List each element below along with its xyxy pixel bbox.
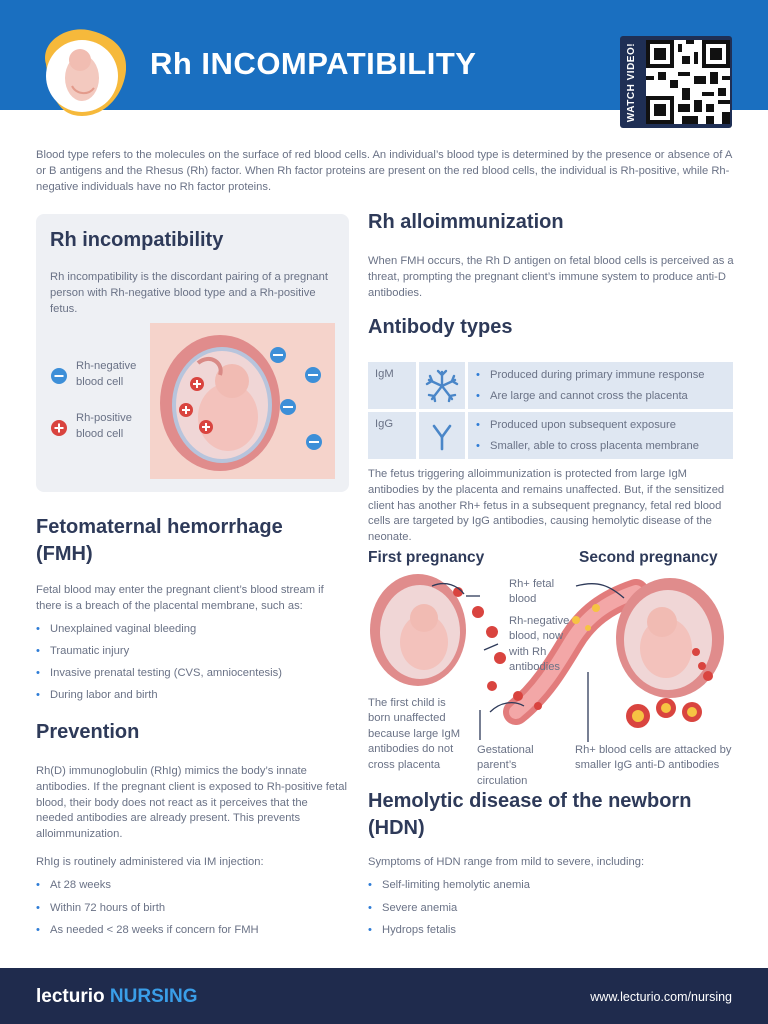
antibody-point: • Are large and cannot cross the placenta bbox=[476, 386, 725, 407]
antibody-types-heading: Antibody types bbox=[368, 316, 513, 338]
page-title: Rh INCOMPATIBILITY bbox=[150, 46, 477, 81]
footer-url-link[interactable]: www.lecturio.com/nursing bbox=[590, 990, 732, 1004]
intro-paragraph: Blood type refers to the molecules on the surface of red blood cells. An individual’s blood type is determined by the presence or absence of A or B antigens and the Rhesus (Rh) factor. When Rh factor proteins are present on the red blood cells, the individual is Rh-positive, while Rh-negative individuals have no Rh factor proteins. bbox=[36, 149, 732, 193]
rh-incompatibility-text: Rh incompatibility is the discordant pairing of a pregnant person with Rh-negative blood type and a Rh-positive fetus. bbox=[50, 271, 328, 315]
antibody-table bbox=[368, 362, 733, 462]
rh-incompatibility-heading: Rh incompatibility bbox=[50, 229, 224, 251]
legend-rh-positive: Rh-positive blood cell bbox=[76, 412, 132, 440]
label-rh-fetal-blood: Rh+ fetal blood bbox=[509, 578, 555, 606]
prevention-subtext: RhIg is routinely administered via IM injection: bbox=[36, 856, 264, 868]
label-rh-negative-blood: Rh-negative blood, now with Rh antibodies bbox=[509, 615, 570, 674]
fmh-item: • During labor and birth bbox=[36, 688, 336, 703]
fmh-text: Fetal blood may enter the pregnant client’s blood stream if there is a breach of the placental membrane, such as: bbox=[36, 584, 324, 612]
antibody-description bbox=[468, 362, 733, 409]
alloimmunization-text: When FMH occurs, the Rh D antigen on fetal blood cells is perceived as a threat, prompting the pregnant client’s immune system to produce anti-D antibodies. bbox=[368, 255, 734, 299]
antibody-point: • Produced during primary immune response bbox=[476, 365, 725, 386]
prevention-item: • As needed < 28 weeks if concern for FMH bbox=[36, 923, 336, 938]
fmh-heading: Fetomaternal hemorrhage (FMH) bbox=[36, 516, 283, 565]
qr-code-icon[interactable] bbox=[646, 40, 730, 124]
second-pregnancy-heading: Second pregnancy bbox=[579, 549, 718, 566]
hdn-item: • Hydrops fetalis bbox=[368, 923, 728, 938]
label-gestational-circulation: Gestational parent’s circulation bbox=[477, 744, 534, 787]
antibody-description bbox=[468, 412, 733, 459]
prevention-text: Rh(D) immunoglobulin (RhIg) mimics the body’s innate antibodies. If the pregnant client is exposed to Rh-positive fetal blood, their body does not react as it perceives that the needed antibodies are already present. This prevents alloimmunization. bbox=[36, 765, 347, 841]
label-cells-attacked: Rh+ blood cells are attacked by smaller IgG anti-D antibodies bbox=[575, 744, 732, 772]
uterus-fetus-illustration bbox=[150, 323, 335, 479]
rh-negative-cell-icon bbox=[50, 367, 68, 385]
prevention-heading: Prevention bbox=[36, 721, 140, 743]
table-row bbox=[368, 412, 733, 459]
hdn-item: • Severe anemia bbox=[368, 901, 728, 916]
fmh-item: • Traumatic injury bbox=[36, 644, 336, 659]
alloimmunization-heading: Rh alloimmunization bbox=[368, 211, 564, 233]
igm-pentamer-icon bbox=[419, 362, 465, 409]
prevention-item: • At 28 weeks bbox=[36, 878, 336, 893]
antibody-point: • Smaller, able to cross placenta membrane bbox=[476, 436, 725, 457]
antibody-point: • Produced upon subsequent exposure bbox=[476, 415, 725, 436]
antibody-type: IgG bbox=[368, 412, 416, 459]
igg-monomer-icon bbox=[419, 412, 465, 459]
antibody-type: IgM bbox=[368, 362, 416, 409]
label-first-child: The first child is born unaffected because large IgM antibodies do not cross placenta bbox=[368, 697, 461, 771]
legend-rh-negative: Rh-negative blood cell bbox=[76, 360, 137, 388]
antibody-explanation: The fetus triggering alloimmunization is protected from large IgM antibodies by the placenta and remains unaffected. But, if the sensitized client has another Rh+ fetus in a subsequent pregnancy, fetal red blood cells are targeted by IgG antibodies, causing hemolytic disease of the neonate. bbox=[368, 468, 725, 544]
fetus-logo-icon bbox=[36, 24, 132, 120]
rh-positive-cell-icon bbox=[50, 419, 68, 437]
first-pregnancy-heading: First pregnancy bbox=[368, 549, 485, 566]
prevention-item: • Within 72 hours of birth bbox=[36, 901, 336, 916]
fmh-item: • Unexplained vaginal bleeding bbox=[36, 622, 336, 637]
fmh-item: • Invasive prenatal testing (CVS, amniocentesis) bbox=[36, 666, 336, 681]
table-row bbox=[368, 362, 733, 409]
hdn-heading: Hemolytic disease of the newborn (HDN) bbox=[368, 790, 692, 839]
hdn-text: Symptoms of HDN range from mild to severe, including: bbox=[368, 856, 645, 868]
lecturio-nursing-logo[interactable]: lecturio NURSING bbox=[36, 986, 198, 1007]
watch-video-label: WATCH VIDEO! bbox=[626, 42, 638, 122]
hdn-item: • Self-limiting hemolytic anemia bbox=[368, 878, 728, 893]
